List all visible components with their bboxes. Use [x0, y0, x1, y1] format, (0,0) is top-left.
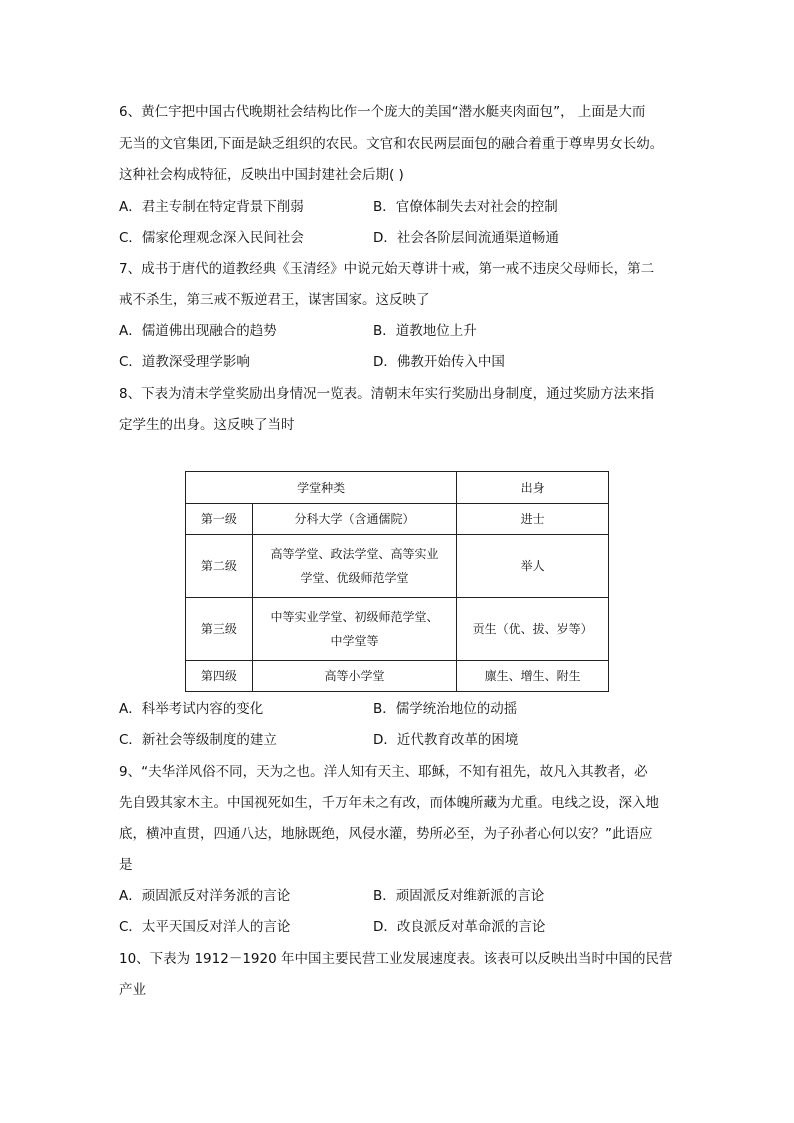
q9-line-1: 9、“夫华洋风俗不同，天为之也。洋人知有天主、耶稣，不知有祖先，故凡入其教者，必 [119, 764, 648, 780]
q8-line-1: 8、下表为清末学堂奖励出身情况一览表。清朝末年实行奖励出身制度，通过奖励方法来指 [119, 386, 655, 402]
row-degree: 举人 [457, 535, 609, 598]
row-level: 第三级 [186, 598, 253, 661]
q8-option-c[interactable]: C．新社会等级制度的建立 [119, 732, 277, 748]
q9-option-b[interactable]: B．顽固派反对维新派的言论 [373, 888, 545, 904]
q7-line-2: 戒不杀生，第三戒不叛逆君王，谋害国家。这反映了 [119, 292, 430, 308]
q9-line-3: 底，横冲直贯，四通八达，地脉既绝，风侵水灌，势所必至，为子孙者心何以安？”此语应 [119, 826, 653, 842]
row-degree: 廪生、增生、附生 [457, 661, 609, 692]
q6-option-d[interactable]: D．社会各阶层间流通渠道畅通 [373, 230, 559, 246]
q7-option-a[interactable]: A．儒道佛出现融合的趋势 [119, 323, 277, 339]
q8-option-b[interactable]: B．儒学统治地位的动摇 [373, 701, 518, 717]
table-header-degree: 出身 [457, 472, 609, 504]
q9-line-2: 先自毁其家木主。中国视死如生，千万年未之有改，而体魄所藏为尤重。电线之设，深入地 [119, 795, 659, 811]
q6-option-a[interactable]: A．君主专制在特定背景下削弱 [119, 199, 304, 215]
table-row [186, 504, 609, 535]
q7-option-d[interactable]: D．佛教开始传入中国 [373, 354, 505, 370]
q6-option-c[interactable]: C．儒家伦理观念深入民间社会 [119, 230, 304, 246]
q6-option-b[interactable]: B．官僚体制失去对社会的控制 [373, 199, 558, 215]
table-row [186, 661, 609, 692]
row-level: 第二级 [186, 535, 253, 598]
q8-line-2: 定学生的出身。这反映了当时 [119, 417, 295, 433]
table-header-school: 学堂种类 [186, 472, 457, 504]
row-level: 第四级 [186, 661, 253, 692]
row-school: 中等实业学堂、初级师范学堂、 中学堂等 [252, 598, 456, 661]
q9-option-a[interactable]: A．顽固派反对洋务派的言论 [119, 888, 291, 904]
q9-option-c[interactable]: C．太平天国反对洋人的言论 [119, 919, 291, 935]
q8-option-d[interactable]: D．近代教育改革的困境 [373, 732, 519, 748]
row-school: 高等小学堂 [252, 661, 456, 692]
row-school: 高等学堂、政法学堂、高等实业 学堂、优级师范学堂 [252, 535, 456, 598]
q8-option-a[interactable]: A．科举考试内容的变化 [119, 701, 264, 717]
q7-option-b[interactable]: B．道教地位上升 [373, 323, 477, 339]
q9-option-d[interactable]: D．改良派反对革命派的言论 [373, 919, 546, 935]
q6-line-3: 这种社会构成特征，反映出中国封建社会后期( ) [119, 167, 404, 183]
q10-line-2: 产业 [119, 982, 146, 998]
q9-line-4: 是 [119, 857, 133, 873]
table-row [186, 535, 609, 598]
q6-line-2: 无当的文官集团,下面是缺乏组织的农民。文官和农民两层面包的融合着重于尊卑男女长幼。 [119, 136, 664, 152]
q10-line-1: 10、下表为 1912－1920 年中国主要民营工业发展速度表。该表可以反映出当时中国的民营 [119, 951, 673, 967]
school-degree-table [185, 471, 609, 692]
table-row [186, 598, 609, 661]
row-level: 第一级 [186, 504, 253, 535]
row-degree: 贡生（优、拔、岁等） [457, 598, 609, 661]
row-school: 分科大学（含通儒院） [252, 504, 456, 535]
q7-line-1: 7、成书于唐代的道教经典《玉清经》中说元始天尊讲十戒，第一戒不违戾父母师长，第二 [119, 261, 655, 277]
row-degree: 进士 [457, 504, 609, 535]
q7-option-c[interactable]: C．道教深受理学影响 [119, 354, 250, 370]
q6-line-1: 6、黄仁宇把中国古代晚期社会结构比作一个庞大的美国“潜水艇夹肉面包”， 上面是大而 [119, 104, 646, 120]
